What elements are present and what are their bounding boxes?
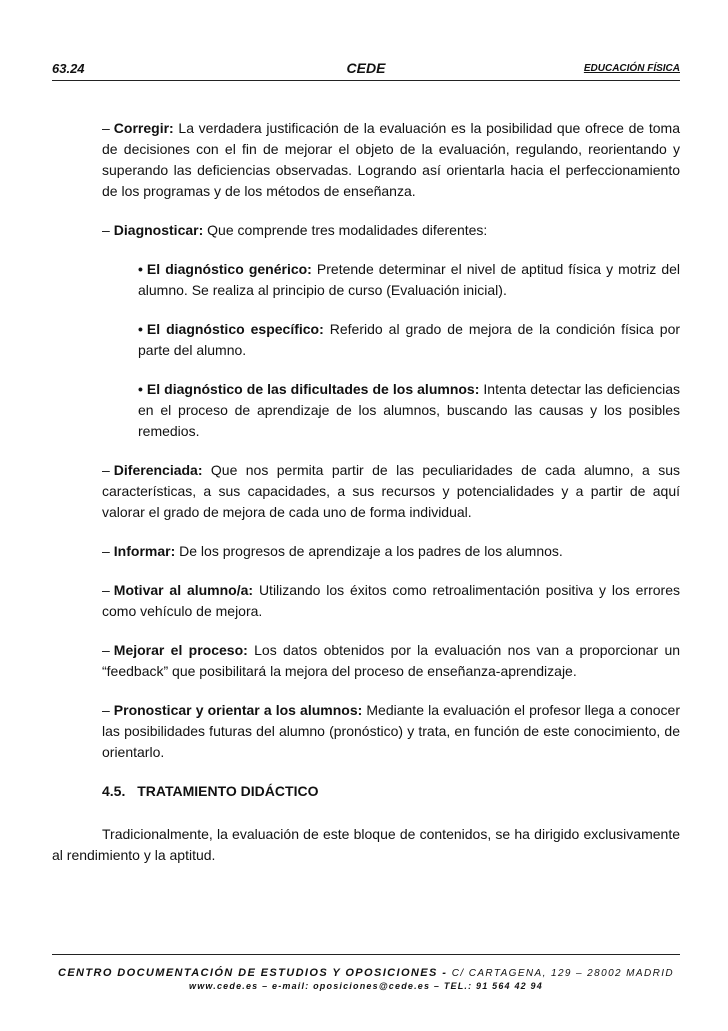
item-term: Diagnosticar: [113, 222, 204, 238]
item-term: Corregir: [113, 120, 174, 136]
list-item-pronosticar [102, 700, 680, 763]
footer-address: C/ CARTAGENA, 129 – 28002 MADRID [451, 968, 675, 979]
subject-title: EDUCACIÓN FÍSICA [583, 63, 680, 74]
dash-marker: – [102, 120, 110, 136]
sub-item-text: Pretende determinar el nivel de aptitud física y motriz del alumno. Se realiza al principio de curso (Evaluación inicial). [138, 261, 681, 298]
bullet-marker: • [138, 321, 143, 337]
section-heading [102, 781, 680, 802]
item-text: La verdadera justificación de la evaluación es la posibilidad que ofrece de toma de decisiones con el fin de mejorar el objeto de la evaluación, regulando, reorientando y superando las deficiencias observadas. Logrando así orientarla hacia el perfeccionamiento de los programas y de los métodos de enseñanza. [102, 120, 680, 199]
sub-item-term: El diagnóstico de las dificultades de los alumnos: [146, 381, 480, 397]
page-content [52, 118, 680, 866]
dash-marker: – [102, 582, 110, 598]
item-text: Que nos permita partir de las peculiaridades de cada alumno, a sus características, a sus capacidades, a sus recursos y potencialidades y a partir de aquí valorar el grado de mejora de cada uno de forma individual. [102, 462, 680, 520]
page-footer [52, 954, 680, 991]
page-header [52, 58, 680, 81]
list-item-informar [102, 541, 680, 562]
dash-marker: – [102, 642, 110, 658]
sub-item-diagnostico-dificultades [138, 379, 680, 442]
footer-contact: www.cede.es – e-mail: oposiciones@cede.es – TEL.: 91 564 42 94 [189, 981, 543, 991]
page-number: 63.24 [52, 61, 85, 76]
sub-item-term: El diagnóstico específico: [146, 321, 324, 337]
section-number: 4.5. [102, 783, 126, 799]
sub-item-diagnostico-especifico [138, 319, 680, 361]
list-item-diagnosticar [102, 220, 680, 241]
item-text: Los datos obtenidos por la evaluación nos van a proporcionar un “feedback” que posibilitará la mejora del proceso de enseñanza-aprendizaje. [102, 642, 681, 679]
body-paragraph: Tradicionalmente, la evaluación de este bloque de contenidos, se ha dirigido exclusivamente al rendimiento y la aptitud. [52, 826, 680, 863]
section-title: TRATAMIENTO DIDÁCTICO [137, 783, 319, 799]
bullet-marker: • [138, 261, 143, 277]
item-term: Motivar al alumno/a: [113, 582, 254, 598]
footer-organization: CENTRO DOCUMENTACIÓN DE ESTUDIOS Y OPOSICIONES - [57, 967, 448, 979]
dash-marker: – [102, 222, 110, 238]
item-text: Que comprende tres modalidades diferentes: [207, 222, 488, 238]
item-text: Mediante la evaluación el profesor llega a conocer las posibilidades futuras del alumno (pronóstico) y trata, en función de este conocimiento, de orientarlo. [102, 702, 680, 760]
list-item-mejorar [102, 640, 680, 682]
dash-marker: – [102, 543, 110, 559]
dash-marker: – [102, 462, 110, 478]
list-item-motivar [102, 580, 680, 622]
publisher-logo: CEDE [346, 60, 386, 76]
item-term: Pronosticar y orientar a los alumnos: [113, 702, 363, 718]
bullet-marker: • [138, 381, 143, 397]
sub-item-text: Referido al grado de mejora de la condición física por parte del alumno. [138, 321, 681, 358]
item-term: Mejorar el proceso: [113, 642, 248, 658]
dash-marker: – [102, 702, 110, 718]
sub-item-term: El diagnóstico genérico: [146, 261, 312, 277]
item-text: Utilizando los éxitos como retroalimentación positiva y los errores como vehículo de mejora. [102, 582, 680, 619]
item-term: Informar: [113, 543, 176, 559]
footer-organization-line [52, 967, 680, 979]
list-item-diferenciada [102, 460, 680, 523]
item-text: De los progresos de aprendizaje a los padres de los alumnos. [179, 543, 563, 559]
list-item-corregir [102, 118, 680, 202]
sub-item-text: Intenta detectar las deficiencias en el proceso de aprendizaje de los alumnos, buscando las causas y los posibles remedios. [138, 381, 680, 439]
item-term: Diferenciada: [113, 462, 203, 478]
sub-item-diagnostico-generico [138, 259, 680, 301]
